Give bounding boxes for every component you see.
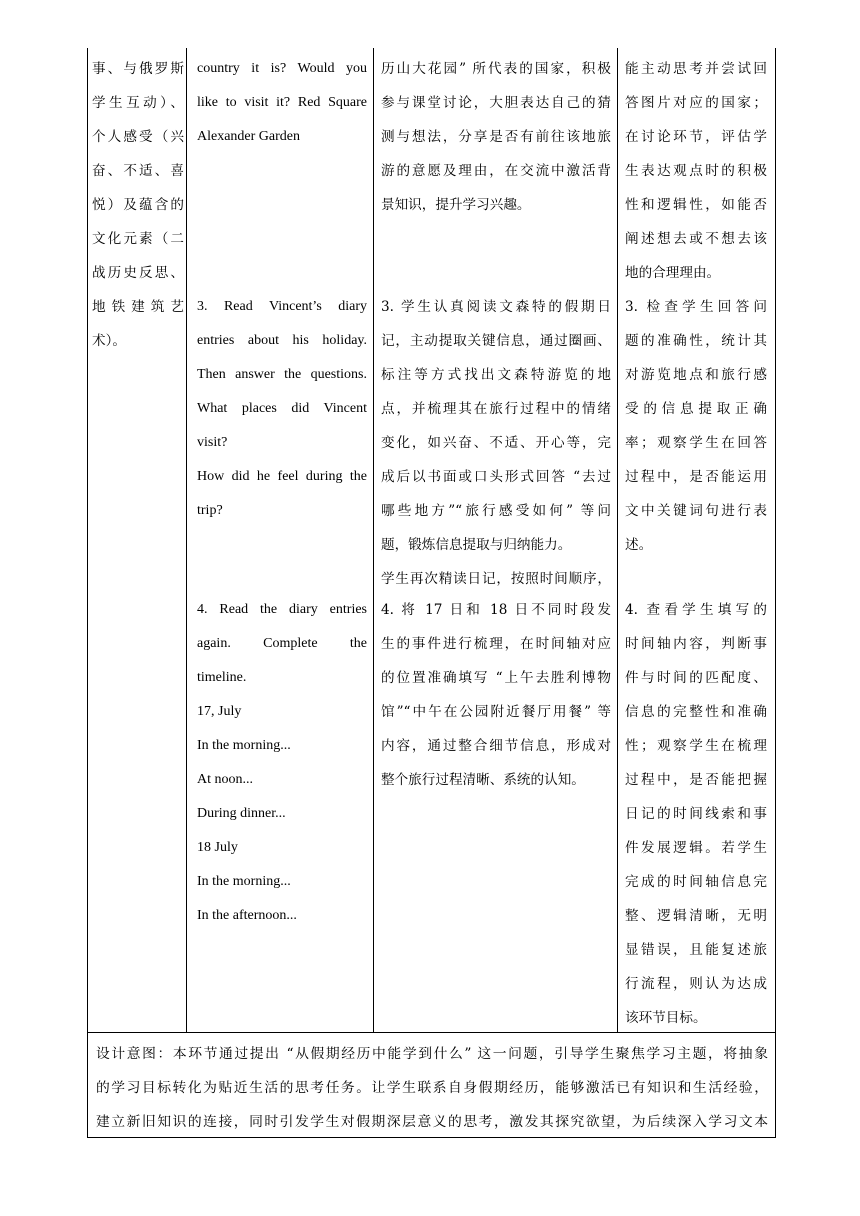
text-line: trip?	[197, 503, 223, 518]
student-activity-block-3	[381, 290, 611, 592]
text-line: 件与时间的匹配度、	[625, 670, 767, 686]
text-line: 学生再次精读日记，按照时间顺序，	[381, 571, 611, 587]
assessment-block-4	[625, 593, 767, 1035]
text-line: 建立新旧知识的连接，同时引发学生对假期深层意义的思考，激发其探究欲望，为后续深入学习文本	[96, 1114, 768, 1130]
text-line: 术）。	[92, 333, 126, 349]
text-line: 18 July	[197, 840, 238, 855]
text-line: 述。	[625, 537, 653, 553]
text-line: 文中关键词句进行表	[625, 503, 767, 519]
text-line: 悦）及蕴含的	[92, 197, 184, 213]
text-line: 的学习目标转化为贴近生活的思考任务。让学生联系自身假期经历，能够激活已有知识和生活经验，	[96, 1080, 768, 1096]
text-line: timeline.	[197, 670, 247, 685]
activity-column	[197, 52, 367, 154]
text-line: 哪些地方”“旅行感受如何” 等问	[381, 503, 611, 519]
text-line: country it is? Would you	[197, 61, 367, 76]
text-line: 变化，如兴奋、不适、开心等，完	[381, 435, 611, 451]
text-line: 4. 将 17 日和 18 日不同时段发	[381, 602, 611, 618]
text-line: 4. Read the diary entries	[197, 602, 367, 617]
text-line: 生的事件进行梳理，在时间轴对应	[381, 636, 611, 652]
text-line: again. Complete the	[197, 636, 367, 651]
text-line: 整、逻辑清晰，无明	[625, 908, 767, 924]
text-line: 信息的完整性和准确	[625, 704, 767, 720]
text-line: 的位置准确填写 “上午去胜利博物	[381, 670, 611, 686]
text-line: 行流程，则认为达成	[625, 976, 767, 992]
text-line: 测与想法，分享是否有前往该地旅	[381, 129, 611, 145]
text-line: 日记的时间线索和事	[625, 806, 767, 822]
text-line: 点，并梳理其在旅行过程中的情绪	[381, 401, 611, 417]
text-line: like to visit it? Red Square	[197, 95, 367, 110]
text-line: What places did Vincent	[197, 401, 367, 416]
text-line: 参与课堂讨论，大胆表达自己的猜	[381, 95, 611, 111]
activity-block-4	[197, 593, 367, 933]
text-line: 学生互动）、	[92, 95, 184, 111]
text-line: 时间轴内容，判断事	[625, 636, 767, 652]
text-line: 受的信息提取正确	[625, 401, 767, 417]
text-line: 3. 学生认真阅读文森特的假期日	[381, 299, 611, 315]
activity-block-3	[197, 290, 367, 528]
text-line: 过程中，是否能运用	[625, 469, 767, 485]
text-line: 奋、不适、喜	[92, 163, 184, 179]
text-line: 对游览地点和旅行感	[625, 367, 767, 383]
text-line: 过程中，是否能把握	[625, 772, 767, 788]
text-line: 游的意愿及理由，在交流中激活背	[381, 163, 611, 179]
text-line: visit?	[197, 435, 228, 450]
text-line: 性；观察学生在梳理	[625, 738, 767, 754]
content-column	[92, 52, 184, 358]
activity-block-2	[197, 52, 367, 154]
text-line: 景知识，提升学习兴趣。	[381, 197, 531, 213]
text-line: 答图片对应的国家；	[625, 95, 767, 111]
column-divider	[373, 48, 374, 1032]
text-line: 4. 查看学生填写的	[625, 602, 767, 618]
text-line: 历山大花园” 所代表的国家，积极	[381, 61, 611, 77]
text-line: 标注等方式找出文森特游览的地	[381, 367, 611, 383]
text-line: 阐述想去或不想去该	[625, 231, 767, 247]
text-line: Then answer the questions.	[197, 367, 367, 382]
text-line: 内容，通过整合细节信息，形成对	[381, 738, 611, 754]
text-line: 设计意图：本环节通过提出 “从假期经历中能学到什么” 这一问题，引导学生聚焦学习主题，将抽象	[96, 1046, 768, 1062]
text-line: entries about his holiday.	[197, 333, 367, 348]
text-line: 性和逻辑性，如能否	[625, 197, 767, 213]
text-line: At noon...	[197, 772, 253, 787]
column-divider	[186, 48, 187, 1032]
text-line: 地的合理理由。	[625, 265, 721, 281]
assessment-block-3	[625, 290, 767, 562]
text-line: 战历史反思、	[92, 265, 184, 281]
text-line: 事、与俄罗斯	[92, 61, 184, 77]
text-line: 3. Read Vincent’s diary	[197, 299, 367, 314]
text-line: 成后以书面或口头形式回答 “去过	[381, 469, 611, 485]
student-activity-block-2	[381, 52, 611, 222]
text-line: In the afternoon...	[197, 908, 297, 923]
text-line: 17, July	[197, 704, 242, 719]
text-line: In the morning...	[197, 874, 291, 889]
text-line: 题的准确性，统计其	[625, 333, 767, 349]
text-line: 题，锻炼信息提取与归纳能力。	[381, 537, 572, 553]
text-line: 3. 检查学生回答问	[625, 299, 767, 315]
text-line: 记，主动提取关键信息，通过圈画、	[381, 333, 611, 349]
design-intent	[96, 1037, 768, 1139]
text-line: 生表达观点时的积极	[625, 163, 767, 179]
text-line: In the morning...	[197, 738, 291, 753]
text-line: How did he feel during the	[197, 469, 367, 484]
assessment-block-2	[625, 52, 767, 290]
text-line: 率；观察学生在回答	[625, 435, 767, 451]
student-activity-block-4	[381, 593, 611, 797]
text-line: 地铁建筑艺	[92, 299, 184, 315]
text-line: 该环节目标。	[625, 1010, 707, 1026]
text-line: 整个旅行过程清晰、系统的认知。	[381, 772, 585, 788]
text-line: 完成的时间轴信息完	[625, 874, 767, 890]
text-line: 文化元素（二	[92, 231, 184, 247]
text-line: 显错误，且能复述旅	[625, 942, 767, 958]
text-line: 能主动思考并尝试回	[625, 61, 767, 77]
column-divider	[617, 48, 618, 1032]
text-line: During dinner...	[197, 806, 286, 821]
text-line: Alexander Garden	[197, 129, 301, 144]
text-line: 在讨论环节，评估学	[625, 129, 767, 145]
text-line: 馆”“中午在公园附近餐厅用餐” 等	[381, 704, 611, 720]
text-line: 件发展逻辑。若学生	[625, 840, 767, 856]
text-line: 个人感受（兴	[92, 129, 184, 145]
